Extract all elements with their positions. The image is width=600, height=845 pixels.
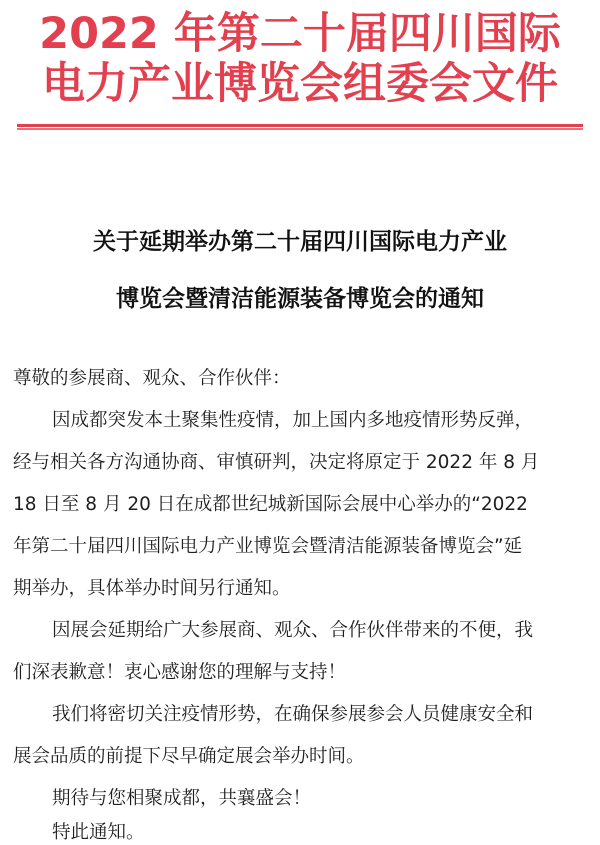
notice-title-line-1: 关于延期举办第二十届四川国际电力产业 (93, 229, 507, 255)
body-line: 们深表歉意！衷心感谢您的理解与支持！ (13, 662, 347, 683)
body-line: 我们将密切关注疫情形势，在确保参展参会人员健康安全和 (52, 704, 534, 725)
salutation: 尊敬的参展商、观众、合作伙伴： (13, 368, 291, 389)
body-line: 因展会延期给广大参展商、观众、合作伙伴带来的不便，我 (52, 620, 534, 641)
body-line: 经与相关各方沟通协商、审慎研判，决定将原定于 2022 年 8 月 (13, 452, 540, 473)
body-line: 因成都突发本土聚集性疫情，加上国内多地疫情形势反弹， (52, 410, 534, 431)
header-title-line-2: 电力产业博览会组委会文件 (42, 59, 558, 109)
body-line: 期待与您相聚成都，共襄盛会！ (52, 788, 312, 809)
notice-title-line-2: 博览会暨清洁能源装备博览会的通知 (116, 286, 484, 312)
body-line: 年第二十届四川国际电力产业博览会暨清洁能源装备博览会”延 (13, 536, 523, 557)
red-divider (17, 124, 583, 127)
body-line: 展会品质的前提下尽早确定展会举办时间。 (13, 746, 365, 767)
body-line: 特此通知。 (52, 822, 145, 843)
header-title-line-1: 2022 年第二十届四川国际 (39, 9, 561, 59)
body-line: 18 日至 8 月 20 日在成都世纪城新国际会展中心举办的“2022 (13, 494, 528, 515)
body-line: 期举办，具体举办时间另行通知。 (13, 578, 291, 599)
red-divider-secondary (17, 128, 583, 130)
